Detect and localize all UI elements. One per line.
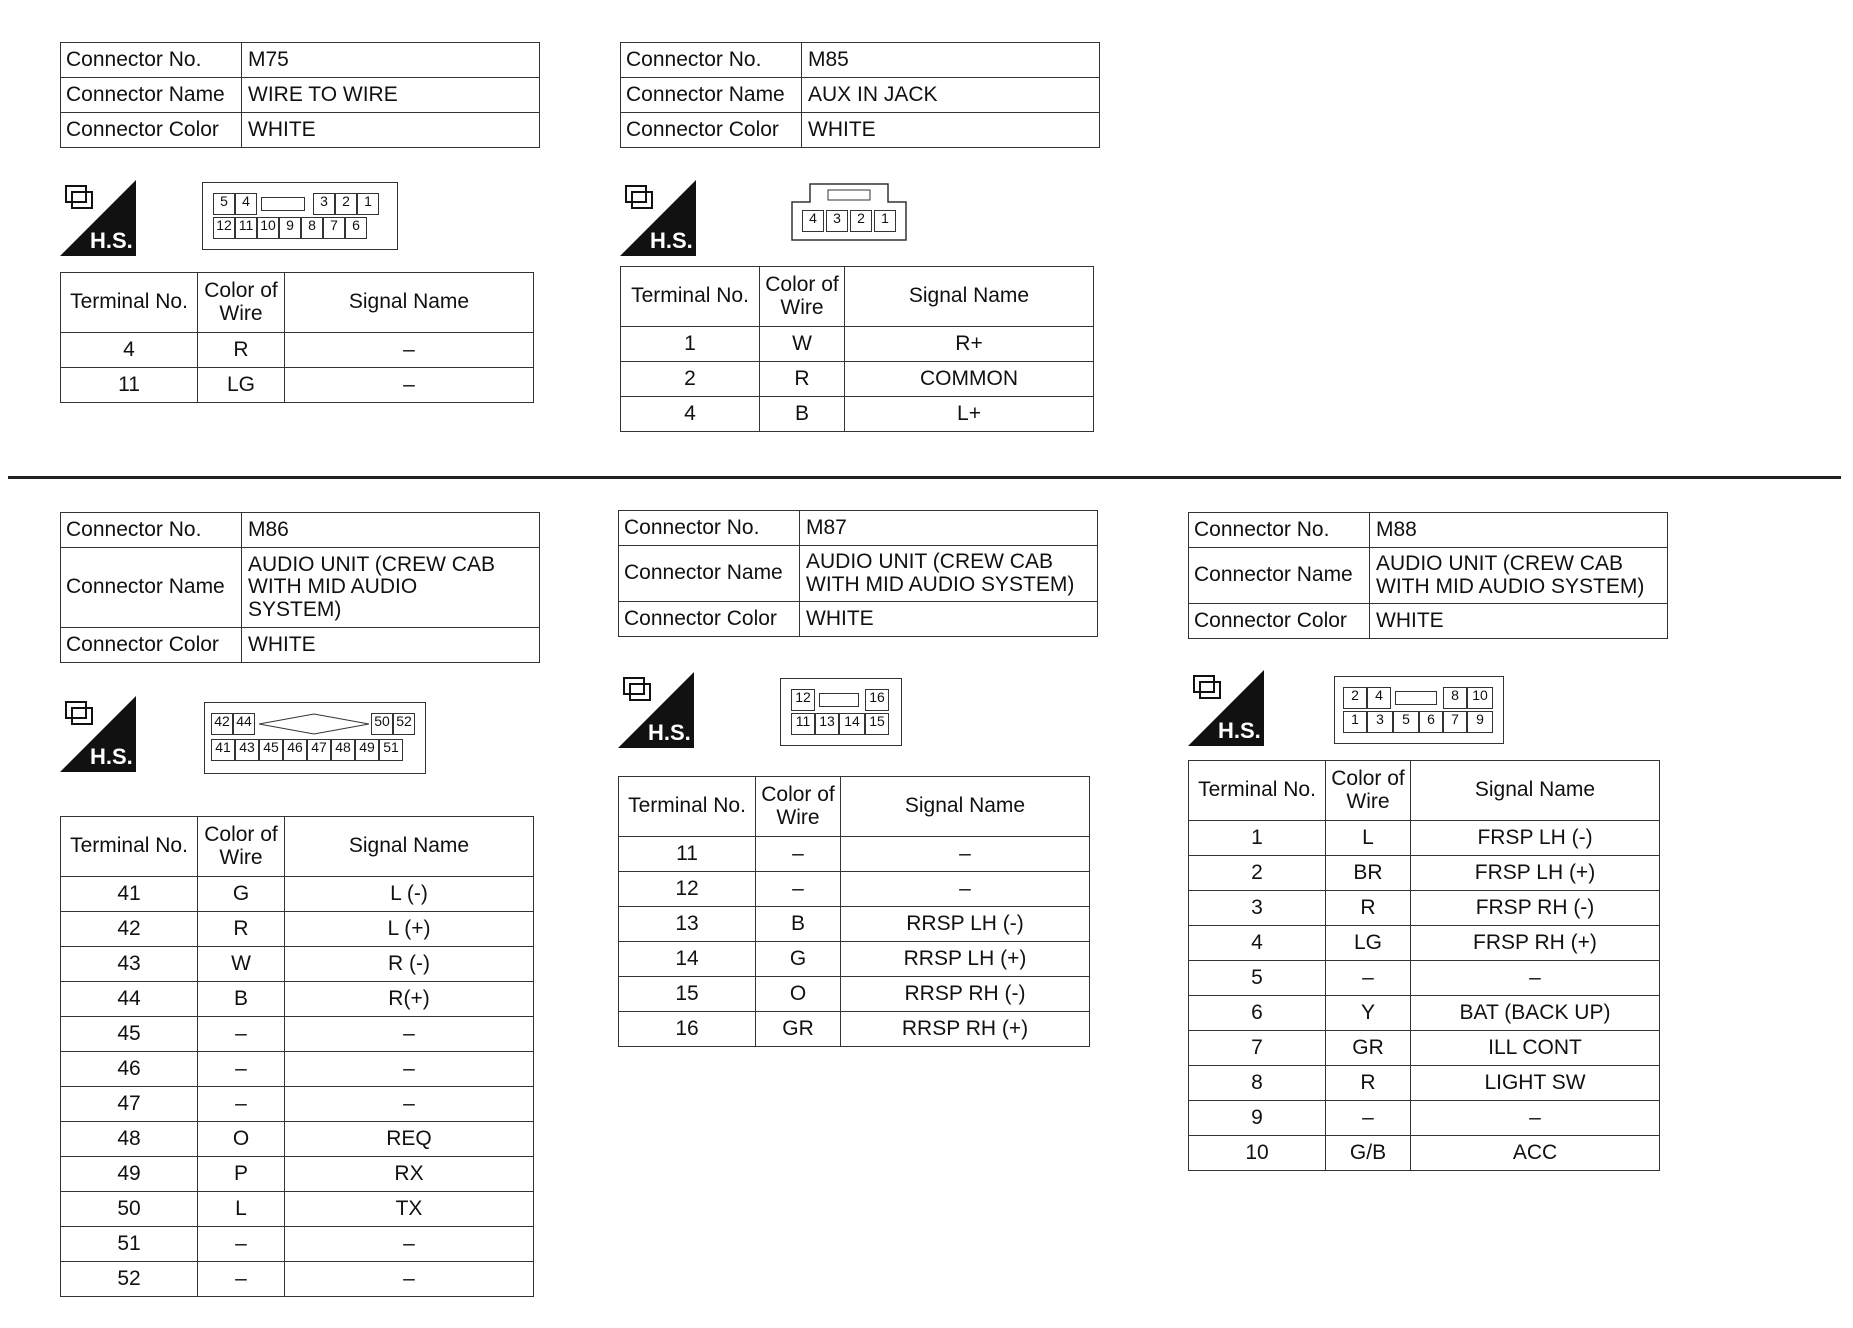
signal-name-cell: RX (285, 1157, 534, 1192)
m75-terminal-table (60, 272, 534, 403)
terminal-no-cell: 2 (1189, 856, 1326, 891)
table-row (61, 947, 534, 982)
table-row (621, 362, 1094, 397)
table-row (619, 907, 1090, 942)
connector-name-label: Connector Name (619, 546, 800, 602)
pin: 3 (313, 193, 335, 215)
signal-name-cell: TX (285, 1192, 534, 1227)
wire-color-cell: L (198, 1192, 285, 1227)
signal-name-cell: – (841, 837, 1090, 872)
hs-label: H.S. (1218, 718, 1261, 743)
table-row (61, 1087, 534, 1122)
terminal-no-cell: 41 (61, 877, 198, 912)
terminal-no-cell: 49 (61, 1157, 198, 1192)
signal-name-cell: ACC (1411, 1136, 1660, 1171)
connector-name-value: WIRE TO WIRE (242, 78, 540, 113)
wire-color-cell: B (756, 907, 841, 942)
pin: 6 (1419, 711, 1443, 733)
signal-name-cell: – (285, 368, 534, 403)
wire-color-cell: L (1326, 821, 1411, 856)
wire-color-cell: O (756, 977, 841, 1012)
terminal-no-cell: 6 (1189, 996, 1326, 1031)
color-of-wire-header: Color of Wire (198, 273, 285, 333)
signal-name-cell: L+ (845, 397, 1094, 432)
table-row (61, 1122, 534, 1157)
table-row (61, 982, 534, 1017)
signal-name-cell: RRSP LH (+) (841, 942, 1090, 977)
terminal-no-cell: 1 (621, 327, 760, 362)
m86-rows (61, 877, 534, 1297)
pin: 8 (301, 217, 323, 239)
signal-name-cell: L (+) (285, 912, 534, 947)
pin: 11 (791, 713, 815, 735)
hs-label: H.S. (650, 228, 693, 253)
table-row (621, 327, 1094, 362)
connector-no-value: M75 (242, 43, 540, 78)
wire-color-cell: – (198, 1052, 285, 1087)
terminal-no-header: Terminal No. (61, 273, 198, 333)
signal-name-cell: – (285, 1262, 534, 1297)
m75-rows (61, 333, 534, 403)
terminal-no-cell: 4 (1189, 926, 1326, 961)
terminal-no-cell: 10 (1189, 1136, 1326, 1171)
m85-terminal-table (620, 266, 1094, 432)
wire-color-cell: LG (198, 368, 285, 403)
connector-lock (1395, 691, 1437, 705)
terminal-no-header: Terminal No. (1189, 761, 1326, 821)
pin: 49 (355, 739, 379, 761)
signal-name-cell: R+ (845, 327, 1094, 362)
terminal-no-cell: 11 (61, 368, 198, 403)
pin: 2 (1343, 687, 1367, 709)
terminal-no-cell: 4 (621, 397, 760, 432)
signal-name-header: Signal Name (285, 273, 534, 333)
pin: 12 (213, 217, 235, 239)
m88-terminal-table (1188, 760, 1660, 1171)
table-row (61, 1192, 534, 1227)
m75-terminal-block (60, 272, 534, 403)
pin: 9 (279, 217, 301, 239)
pin: 45 (259, 739, 283, 761)
harness-side-icon (618, 672, 694, 748)
pin: 12 (791, 689, 815, 711)
terminal-no-header: Terminal No. (61, 817, 198, 877)
table-row (619, 942, 1090, 977)
pin: 51 (379, 739, 403, 761)
signal-name-cell: – (285, 333, 534, 368)
pin: 50 (371, 713, 393, 735)
signal-name-cell: FRSP RH (-) (1411, 891, 1660, 926)
connector-name-value: AUX IN JACK (802, 78, 1100, 113)
m87-terminal-block (618, 776, 1090, 1047)
m85-connector-face (790, 182, 908, 242)
connector-no-value: M85 (802, 43, 1100, 78)
table-row (61, 877, 534, 912)
terminal-no-cell: 47 (61, 1087, 198, 1122)
m75-header-table (60, 42, 540, 148)
connector-color-label: Connector Color (1189, 604, 1370, 639)
table-row (61, 333, 534, 368)
wire-color-cell: – (756, 837, 841, 872)
wire-color-cell: P (198, 1157, 285, 1192)
signal-name-cell: – (285, 1052, 534, 1087)
signal-name-cell: RRSP RH (+) (841, 1012, 1090, 1047)
wire-color-cell: – (198, 1087, 285, 1122)
color-of-wire-header: Color of Wire (756, 777, 841, 837)
connector-name-label: Connector Name (61, 548, 242, 628)
terminal-no-header: Terminal No. (619, 777, 756, 837)
connector-no-value: M88 (1370, 513, 1668, 548)
pin: 16 (865, 689, 889, 711)
terminal-no-cell: 5 (1189, 961, 1326, 996)
wire-color-cell: GR (1326, 1031, 1411, 1066)
signal-name-header: Signal Name (285, 817, 534, 877)
pin: 5 (213, 193, 235, 215)
pin: 4 (802, 210, 824, 232)
connector-color-label: Connector Color (61, 628, 242, 663)
signal-name-header: Signal Name (845, 267, 1094, 327)
terminal-no-cell: 14 (619, 942, 756, 977)
wire-color-cell: BR (1326, 856, 1411, 891)
signal-name-cell: REQ (285, 1122, 534, 1157)
terminal-no-cell: 16 (619, 1012, 756, 1047)
pin: 5 (1393, 711, 1419, 733)
table-row (619, 1012, 1090, 1047)
pin: 2 (850, 210, 872, 232)
pin: 43 (235, 739, 259, 761)
signal-name-cell: R (-) (285, 947, 534, 982)
color-of-wire-header: Color of Wire (198, 817, 285, 877)
signal-name-cell: RRSP RH (-) (841, 977, 1090, 1012)
connector-no-label: Connector No. (619, 511, 800, 546)
connector-lock (261, 197, 305, 211)
table-row (621, 397, 1094, 432)
connector-color-value: WHITE (242, 113, 540, 148)
pin: 15 (865, 713, 889, 735)
wire-color-cell: G/B (1326, 1136, 1411, 1171)
terminal-no-cell: 4 (61, 333, 198, 368)
terminal-no-cell: 48 (61, 1122, 198, 1157)
connector-color-label: Connector Color (619, 602, 800, 637)
terminal-no-header: Terminal No. (621, 267, 760, 327)
table-row (61, 1262, 534, 1297)
table-row (619, 977, 1090, 1012)
table-row (1189, 1066, 1660, 1101)
terminal-no-cell: 13 (619, 907, 756, 942)
signal-name-cell: – (841, 872, 1090, 907)
pin: 10 (1467, 687, 1493, 709)
table-row (1189, 1031, 1660, 1066)
connector-lock (259, 713, 369, 735)
table-row (1189, 1136, 1660, 1171)
connector-name-label: Connector Name (61, 78, 242, 113)
connector-color-value: WHITE (802, 113, 1100, 148)
section-divider (8, 476, 1841, 479)
wire-color-cell: – (1326, 1101, 1411, 1136)
signal-name-cell: RRSP LH (-) (841, 907, 1090, 942)
signal-name-cell: – (285, 1017, 534, 1052)
signal-name-cell: FRSP RH (+) (1411, 926, 1660, 961)
m88-connector-face (1334, 676, 1504, 744)
signal-name-cell: COMMON (845, 362, 1094, 397)
m75-connector-block (60, 42, 540, 148)
table-row (61, 1052, 534, 1087)
pin: 48 (331, 739, 355, 761)
connector-lock (819, 693, 859, 707)
m88-connector-block (1188, 512, 1668, 639)
m87-connector-face (780, 678, 902, 746)
connector-name-label: Connector Name (621, 78, 802, 113)
m87-connector-block (618, 510, 1098, 637)
terminal-no-cell: 8 (1189, 1066, 1326, 1101)
terminal-no-cell: 45 (61, 1017, 198, 1052)
wire-color-cell: R (1326, 891, 1411, 926)
pin: 4 (235, 193, 257, 215)
table-row (61, 1157, 534, 1192)
hs-label: H.S. (90, 228, 133, 253)
table-row (1189, 856, 1660, 891)
color-of-wire-header: Color of Wire (760, 267, 845, 327)
terminal-no-cell: 2 (621, 362, 760, 397)
pin: 7 (323, 217, 345, 239)
connector-no-label: Connector No. (1189, 513, 1370, 548)
m88-rows (1189, 821, 1660, 1171)
pin: 10 (257, 217, 279, 239)
wire-color-cell: – (198, 1227, 285, 1262)
pin: 44 (233, 713, 255, 735)
m75-connector-face (202, 182, 398, 250)
terminal-no-cell: 52 (61, 1262, 198, 1297)
terminal-no-cell: 42 (61, 912, 198, 947)
connector-name-value: AUDIO UNIT (CREW CAB WITH MID AUDIO SYSTEM) (1370, 548, 1668, 604)
pin: 46 (283, 739, 307, 761)
terminal-no-cell: 15 (619, 977, 756, 1012)
table-row (1189, 821, 1660, 856)
signal-name-header: Signal Name (841, 777, 1090, 837)
connector-color-value: WHITE (1370, 604, 1668, 639)
terminal-no-cell: 11 (619, 837, 756, 872)
connector-name-label: Connector Name (1189, 548, 1370, 604)
table-row (619, 837, 1090, 872)
color-of-wire-header: Color of Wire (1326, 761, 1411, 821)
wire-color-cell: – (198, 1017, 285, 1052)
signal-name-cell: FRSP LH (+) (1411, 856, 1660, 891)
m87-header-table (618, 510, 1098, 637)
m86-header-table (60, 512, 540, 663)
connector-name-value: AUDIO UNIT (CREW CAB WITH MID AUDIO SYSTEM) (800, 546, 1098, 602)
harness-side-icon (60, 696, 136, 772)
wire-color-cell: B (760, 397, 845, 432)
signal-name-cell: BAT (BACK UP) (1411, 996, 1660, 1031)
terminal-no-cell: 51 (61, 1227, 198, 1262)
m87-rows (619, 837, 1090, 1047)
pin: 13 (815, 713, 839, 735)
wire-color-cell: GR (756, 1012, 841, 1047)
connector-no-value: M87 (800, 511, 1098, 546)
pin: 11 (235, 217, 257, 239)
wire-color-cell: W (198, 947, 285, 982)
signal-name-cell: – (285, 1227, 534, 1262)
table-row (1189, 1101, 1660, 1136)
table-row (61, 1227, 534, 1262)
m85-header-table (620, 42, 1100, 148)
signal-name-cell: ILL CONT (1411, 1031, 1660, 1066)
wire-color-cell: R (198, 912, 285, 947)
m86-terminal-block (60, 816, 534, 1297)
wire-color-cell: LG (1326, 926, 1411, 961)
connector-color-value: WHITE (242, 628, 540, 663)
connector-name-value: AUDIO UNIT (CREW CAB WITH MID AUDIO SYSTEM) (242, 548, 540, 628)
m86-connector-block (60, 512, 540, 663)
signal-name-cell: – (1411, 1101, 1660, 1136)
connector-no-label: Connector No. (61, 43, 242, 78)
m86-terminal-table (60, 816, 534, 1297)
terminal-no-cell: 50 (61, 1192, 198, 1227)
pin: 4 (1367, 687, 1391, 709)
connector-no-label: Connector No. (61, 513, 242, 548)
signal-name-header: Signal Name (1411, 761, 1660, 821)
wire-color-cell: – (1326, 961, 1411, 996)
m85-connector-block (620, 42, 1100, 148)
wire-color-cell: W (760, 327, 845, 362)
wire-color-cell: B (198, 982, 285, 1017)
wire-color-cell: R (198, 333, 285, 368)
pin: 9 (1467, 711, 1493, 733)
signal-name-cell: – (285, 1087, 534, 1122)
pin: 47 (307, 739, 331, 761)
pin: 14 (839, 713, 865, 735)
m86-connector-face (204, 702, 426, 774)
pin: 8 (1443, 687, 1467, 709)
terminal-no-cell: 44 (61, 982, 198, 1017)
pin: 42 (211, 713, 233, 735)
terminal-no-cell: 1 (1189, 821, 1326, 856)
table-row (61, 1017, 534, 1052)
terminal-no-cell: 46 (61, 1052, 198, 1087)
connector-no-label: Connector No. (621, 43, 802, 78)
wire-color-cell: – (756, 872, 841, 907)
wire-color-cell: Y (1326, 996, 1411, 1031)
terminal-no-cell: 43 (61, 947, 198, 982)
pin: 3 (1367, 711, 1393, 733)
terminal-no-cell: 9 (1189, 1101, 1326, 1136)
terminal-no-cell: 3 (1189, 891, 1326, 926)
wire-color-cell: G (756, 942, 841, 977)
wire-color-cell: G (198, 877, 285, 912)
hs-label: H.S. (90, 744, 133, 769)
signal-name-cell: FRSP LH (-) (1411, 821, 1660, 856)
table-row (1189, 891, 1660, 926)
pin: 6 (345, 217, 367, 239)
table-row (61, 368, 534, 403)
wire-color-cell: R (1326, 1066, 1411, 1101)
terminal-no-cell: 12 (619, 872, 756, 907)
pin: 1 (874, 210, 896, 232)
m88-terminal-block (1188, 760, 1660, 1171)
m87-terminal-table (618, 776, 1090, 1047)
signal-name-cell: L (-) (285, 877, 534, 912)
m85-rows (621, 327, 1094, 432)
m85-terminal-block (620, 266, 1094, 432)
signal-name-cell: LIGHT SW (1411, 1066, 1660, 1101)
harness-side-icon (1188, 670, 1264, 746)
connector-color-value: WHITE (800, 602, 1098, 637)
pin: 3 (826, 210, 848, 232)
wire-color-cell: O (198, 1122, 285, 1157)
table-row (61, 912, 534, 947)
signal-name-cell: – (1411, 961, 1660, 996)
table-row (1189, 996, 1660, 1031)
wire-color-cell: R (760, 362, 845, 397)
harness-side-icon (620, 180, 696, 256)
connector-no-value: M86 (242, 513, 540, 548)
terminal-no-cell: 7 (1189, 1031, 1326, 1066)
m88-header-table (1188, 512, 1668, 639)
signal-name-cell: R(+) (285, 982, 534, 1017)
pin: 1 (357, 193, 379, 215)
pin: 2 (335, 193, 357, 215)
connector-color-label: Connector Color (621, 113, 802, 148)
pin: 1 (1343, 711, 1367, 733)
wire-color-cell: – (198, 1262, 285, 1297)
table-row (1189, 961, 1660, 996)
pin: 52 (393, 713, 415, 735)
pin: 7 (1443, 711, 1467, 733)
harness-side-icon (60, 180, 136, 256)
table-row (1189, 926, 1660, 961)
hs-label: H.S. (648, 720, 691, 745)
connector-color-label: Connector Color (61, 113, 242, 148)
table-row (619, 872, 1090, 907)
pin: 41 (211, 739, 235, 761)
